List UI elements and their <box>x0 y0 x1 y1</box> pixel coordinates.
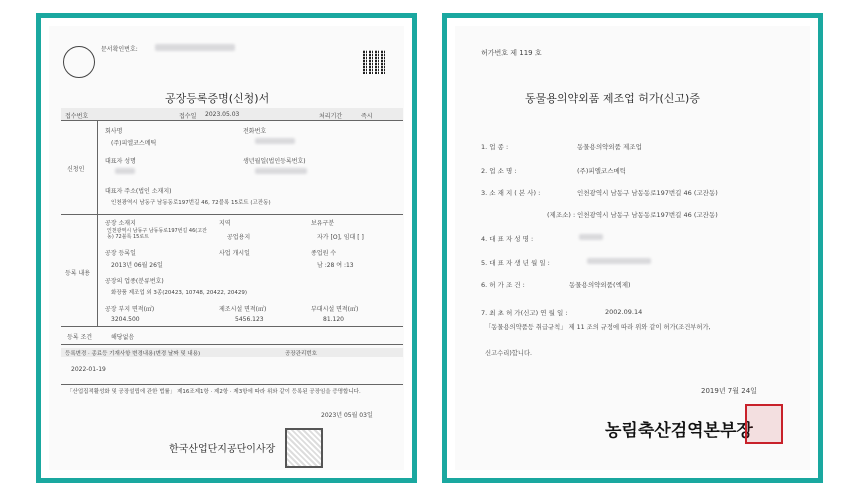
receipt-date: 2023.05.03 <box>205 111 240 118</box>
mfg-area-label: 제조시설 면적(㎡) <box>219 306 267 313</box>
permit-field-label: 3. 소 재 지 ( 본 사) : <box>481 189 541 197</box>
change-history-label: 등록변경 · 종료등 기재사항 변경내용(변경 날짜 및 내용) <box>65 351 201 357</box>
permit-number: 허가번호 제 119 호 <box>481 49 542 57</box>
site-area-label: 공장 부지 면적(㎡) <box>105 306 155 313</box>
rule <box>97 120 98 326</box>
birthdate-redacted <box>255 168 307 174</box>
permit-field-value: 동물용의약외품(엑제) <box>569 281 631 289</box>
redacted-value <box>579 234 603 240</box>
zone-label: 지역 <box>219 220 231 227</box>
ownership-label: 보유구분 <box>311 220 335 227</box>
legal-text-1: 「동물용의약품등 취급규칙」 제 11 조의 규정에 따라 위와 같이 허가(조건부허가, <box>485 324 711 331</box>
right-document-frame <box>442 13 823 483</box>
registration-label: 등록 내용 <box>65 270 91 277</box>
company-name: (주)피엘코스메틱 <box>111 140 157 147</box>
permit-field-label: 4. 대 표 자 성 명 : <box>481 235 534 243</box>
processing-period-label: 처리기간 <box>319 113 343 120</box>
doc-title: 공장등록증명(신청)서 <box>165 92 270 105</box>
redacted-value <box>587 258 651 264</box>
employees: 남 :28 여 :13 <box>317 262 354 269</box>
business-start-label: 사업 개시일 <box>219 250 250 257</box>
reg-date-label: 공장 등록일 <box>105 250 136 257</box>
conditions: 해당없음 <box>111 334 135 341</box>
aux-area-label: 부대시설 면적(㎡) <box>311 306 359 313</box>
mgmt-number-label: 공장관리번호 <box>285 351 317 357</box>
products-label: 공장의 업종(분류번호) <box>105 278 164 285</box>
employees-label: 종업원 수 <box>311 250 337 257</box>
address-label: 대표자 주소(법인 소재지) <box>105 188 172 195</box>
receipt-number-label: 접수번호 <box>65 113 89 120</box>
emblem-seal <box>63 46 95 78</box>
permit-field-value: 인천광역시 남동구 남동동로197번길 46 (고잔동) <box>577 211 718 219</box>
aux-area: 81.120 <box>323 316 344 323</box>
rule <box>61 326 403 327</box>
permit-field-label: 7. 최 초 허 가(신고) 연 월 일 : <box>481 309 568 317</box>
issuer: 농림축산검역본부장 <box>605 421 753 441</box>
birthdate-label: 생년월일(법인등록번호) <box>243 158 306 165</box>
mfg-area: 5456.123 <box>235 316 264 323</box>
phone-label: 전화번호 <box>243 128 267 135</box>
manufacturing-permit-certificate <box>455 26 810 470</box>
official-seal <box>745 404 783 444</box>
permit-field-value: (주)피엘코스메틱 <box>577 167 627 175</box>
rule <box>61 344 403 345</box>
permit-field-label: 2. 업 소 명 : <box>481 167 517 175</box>
phone-redacted <box>255 138 295 144</box>
company-name-label: 회사명 <box>105 128 123 135</box>
factory-registration-certificate <box>49 26 404 470</box>
ownership: 자가 [O], 임대 [ ] <box>317 234 364 241</box>
change-date: 2022-01-19 <box>71 366 106 373</box>
rule <box>61 384 403 385</box>
legal-text: 「산업집적활성화 및 공장설립에 관한 법률」 제16조제1항 · 제2항 · 제3항에 따라 위와 같이 등록된 공장임을 증명합니다. <box>67 389 361 395</box>
left-document-frame <box>36 13 417 483</box>
applicant-label: 신청인 <box>67 166 85 173</box>
permit-field-label: 5. 대 표 자 생 년 월 일 : <box>481 259 550 267</box>
official-seal <box>285 428 323 468</box>
representative-redacted <box>115 168 135 174</box>
address: 인천광역시 남동구 남동동로197번길 46, 72블록 15로트 (고잔동) <box>111 200 271 206</box>
permit-field-value: 인천광역시 남동구 남동동로197번길 46 (고잔동) <box>577 189 718 197</box>
permit-field-value: 2002.09.14 <box>605 308 643 316</box>
doc-number-label: 문서확인번호: <box>101 46 138 53</box>
receipt-date-label: 접수일 <box>179 113 197 120</box>
site-area: 3204.500 <box>111 316 140 323</box>
permit-field-value: 동물용의약외품 제조업 <box>577 143 642 151</box>
processing-period: 즉시 <box>361 113 373 120</box>
conditions-label: 등록 조건 <box>67 334 93 341</box>
zone: 공업용지 <box>227 234 251 241</box>
rule <box>61 214 403 215</box>
products: 화장품 제조업 외 3종(20423, 10748, 20422, 20429) <box>111 290 248 296</box>
doc-number-redacted <box>155 44 235 51</box>
permit-field-label: (제조소) : <box>547 211 576 219</box>
permit-field-label: 6. 허 가 조 건 : <box>481 281 525 289</box>
doc-title: 동물용의약외품 제조업 허가(신고)증 <box>525 92 700 105</box>
issue-date: 2023년 05월 03일 <box>321 412 373 419</box>
factory-location: 인천광역시 남동구 남동동로197번길 46(고잔동) 72블록 15로트 <box>107 228 207 240</box>
representative-label: 대표자 성명 <box>105 158 136 165</box>
issuer: 한국산업단지공단이사장 <box>169 444 276 455</box>
permit-field-label: 1. 업 종 : <box>481 143 509 151</box>
reg-date: 2013년 06월 26일 <box>111 262 163 269</box>
rule <box>61 120 403 121</box>
issue-date: 2019년 7월 24일 <box>701 387 757 395</box>
legal-text-2: 신고수리)합니다. <box>485 350 533 357</box>
factory-location-label: 공장 소재지 <box>105 220 136 227</box>
qr-code <box>363 50 385 74</box>
